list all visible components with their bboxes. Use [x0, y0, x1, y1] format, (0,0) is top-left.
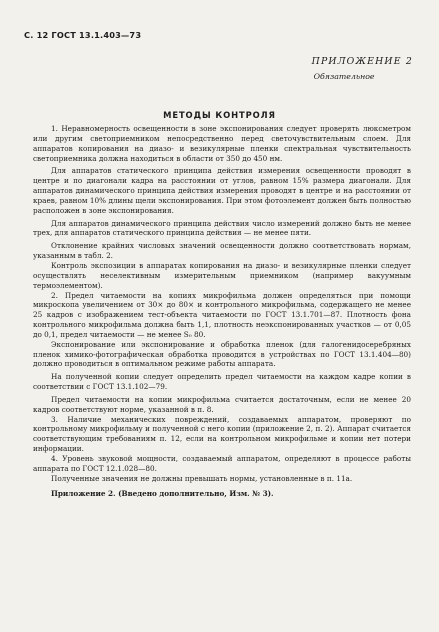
appendix-title: ПРИЛОЖЕНИЕ 2: [311, 56, 413, 67]
paragraph-3: Для аппаратов динамического принципа действия число измерений должно быть не менее трех, для аппаратов статического принципа действия — не менее пяти.: [33, 218, 411, 238]
paragraph-7: Экспонирование или экспонирование и обработка пленок (для галогенидосеребряных пленок химико-фотографическая обработка проводится в устройствах по ГОСТ 13.1.404—80) должно проводиться в оптимальном режиме работы аппарата.: [33, 339, 411, 369]
paragraph-6: 2. Предел читаемости на копиях микрофильма должен определяться при помощи микроскопа увеличением от 30× до 80× и контрольного микрофильма, содержащего не менее 25 кадров с изображением тест-объекта читаемости по ГОСТ 13.1.701—87. Плотность фона контрольного микрофильма должна быть 1,1, плотность неэкспонированных участков — от 0,05 до 0,1, предел читаемости — не менее S₀ 80.: [33, 290, 411, 339]
body-text: [33, 124, 411, 498]
paragraph-2: Для аппаратов статического принципа действия измерения освещенности проводят в центре и по диагонали кадра на расстоянии от углов, равном 15% размера диагонали. Для аппаратов динамического принципа действия измерения проводят в центре и на расстоянии от краев, равном 10% длины щели экспонирования. При этом фотоэлемент должен быть полностью расположен в зоне экспонирования.: [33, 166, 411, 215]
appendix-note: Приложение 2. (Введено дополнительно, Изм. № 3).: [51, 488, 274, 498]
paragraph-8: На полученной копии следует определить предел читаемости на каждом кадре копии в соответствии с ГОСТ 13.1.102—79.: [33, 372, 411, 392]
appendix-status: Обязательное: [313, 72, 375, 81]
paragraph-11: 4. Уровень звуковой мощности, создаваемый аппаратом, определяют в процессе работы аппарата по ГОСТ 12.1.028—80.: [33, 454, 411, 473]
appendix-label: [312, 56, 413, 81]
paragraph-1: 1. Неравномерность освещенности в зоне экспонирования следует проверять люксметром или другим светоприемником непосредственно перед светочувствительным слоем. Для аппаратов копирования на диазо- и везикулярные пленки спектральная чувствительность светоприемника должна находиться в области от 350 до 450 нм.: [33, 124, 411, 163]
paragraph-4: Отклонение крайних числовых значений освещенности должно соответствовать нормам, указанным в табл. 2.: [33, 241, 411, 261]
paragraph-5: Контроль экспозиции в аппаратах копирования на диазо- и везикулярные пленки следует осуществлять неселективным измерительным приемником (например вакуумным термоэлементом).: [33, 260, 411, 290]
section-title: МЕТОДЫ КОНТРОЛЯ: [163, 110, 276, 120]
paragraph-10: 3. Наличие механических повреждений, создаваемых аппаратом, проверяют по контрольному микрофильму и полученной с него копии (приложение 2, п. 2). Аппарат считается соответствующим требованиям п. 12, если на контрольном микрофильме и копии нет потери информации.: [33, 414, 411, 454]
paragraph-9: Предел читаемости на копии микрофильма считается достаточным, если не менее 20 кадров соответствуют норме, указанной в п. 8.: [33, 394, 411, 414]
document-reference: С. 12 ГОСТ 13.1.403—73: [24, 30, 142, 40]
paragraph-12: Полученные значения не должны превышать нормы, установленные в п. 11а.: [51, 473, 353, 483]
